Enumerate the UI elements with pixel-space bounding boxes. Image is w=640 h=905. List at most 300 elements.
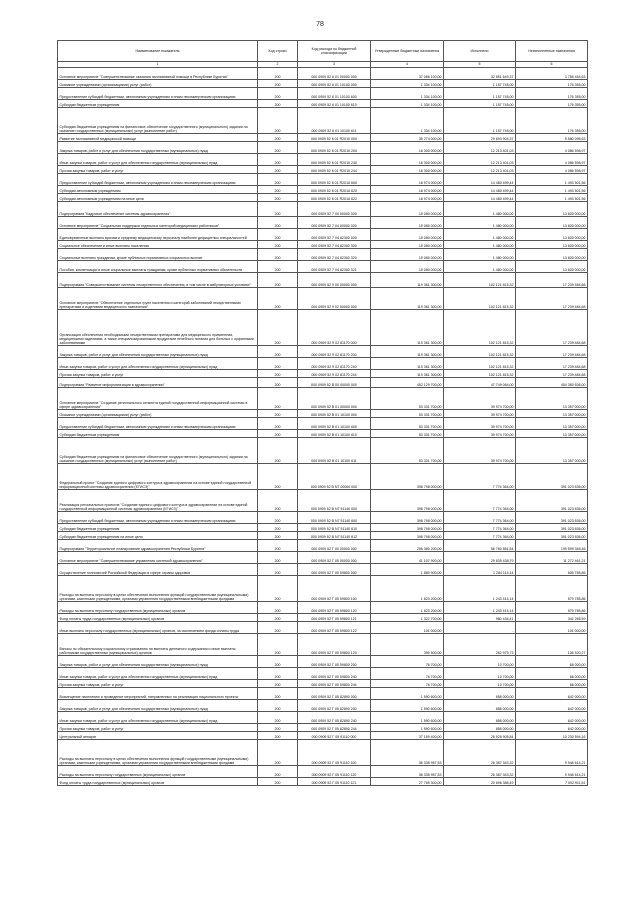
executed-amount: 1 157 745,00 bbox=[444, 80, 516, 88]
remaining-amount: 17 239 484,68 bbox=[516, 358, 588, 370]
budget-classification-code: 000 0909 52 В N7 51140 000 bbox=[298, 490, 371, 512]
budget-classification-code: 000 0909 52 В N7 00000 000 bbox=[298, 464, 371, 490]
executed-amount: 1 480 000,00 bbox=[444, 241, 516, 249]
executed-amount: 39 974 700,00 bbox=[444, 388, 516, 410]
line-code: 200 bbox=[258, 249, 298, 261]
indicator-name: Основное мероприятие "Совершенствование управления системой здравоохранения" bbox=[58, 552, 258, 564]
table-row bbox=[58, 766, 588, 778]
executed-amount: 7 774 364,00 bbox=[444, 490, 516, 512]
indicator-name: Субсидии автономным учреждениям bbox=[58, 186, 258, 194]
executed-amount: 1 243 414,14 bbox=[444, 602, 516, 614]
budget-classification-code: 000 0909 52 7 04 00000 000 bbox=[298, 217, 371, 229]
remaining-amount: 391 023 636,00 bbox=[516, 532, 588, 540]
line-code: 200 bbox=[258, 142, 298, 154]
remaining-amount: 17 239 484,68 bbox=[516, 273, 588, 288]
indicator-name: Предоставление субсидий бюджетным, автономным учреждениям и иным некоммерческим организациям bbox=[58, 512, 258, 524]
line-code: 200 bbox=[258, 154, 298, 166]
executed-amount: 7 774 364,00 bbox=[444, 512, 516, 524]
line-code: 200 bbox=[258, 724, 298, 732]
executed-amount: 29 835 438,79 bbox=[444, 552, 516, 564]
indicator-name: Закупка товаров, работ и услуг для обеспечения государственных (муниципальных) нужд bbox=[58, 656, 258, 668]
executed-amount: 39 974 700,00 bbox=[444, 410, 516, 418]
executed-amount: 47 749 064,00 bbox=[444, 378, 516, 388]
executed-amount: 102 121 815,32 bbox=[444, 346, 516, 358]
approved-amount: 119 361 300,00 bbox=[371, 358, 444, 370]
table-row bbox=[58, 634, 588, 656]
remaining-amount: 391 023 636,00 bbox=[516, 490, 588, 512]
remaining-amount: 13 357 000,00 bbox=[516, 418, 588, 430]
line-code: 200 bbox=[258, 576, 298, 602]
line-code: 200 bbox=[258, 512, 298, 524]
approved-amount: 398 798 000,00 bbox=[371, 512, 444, 524]
indicator-name: Основное мероприятие "Социальная поддержка отдельных категорий медицинских работников" bbox=[58, 217, 258, 229]
table-row bbox=[58, 552, 588, 564]
remaining-amount: 1 493 501,56 bbox=[516, 194, 588, 202]
executed-amount: 26 928 905,84 bbox=[444, 732, 516, 740]
approved-amount: 76 700,00 bbox=[371, 656, 444, 668]
approved-amount: 15 080 000,00 bbox=[371, 261, 444, 273]
indicator-name: Предоставление субсидий бюджетным, автономным учреждениям и иным некоммерческим организациям bbox=[58, 418, 258, 430]
executed-amount: 102 121 815,32 bbox=[444, 273, 516, 288]
budget-classification-code: 000 0909 52 В N7 51140 612 bbox=[298, 532, 371, 540]
line-code: 200 bbox=[258, 490, 298, 512]
remaining-amount: 17 239 484,68 bbox=[516, 346, 588, 358]
line-code: 200 bbox=[258, 358, 298, 370]
table-row bbox=[58, 410, 588, 418]
executed-amount: 1 480 000,00 bbox=[444, 249, 516, 261]
approved-amount: 18 974 000,00 bbox=[371, 194, 444, 202]
table-row bbox=[58, 174, 588, 186]
executed-amount: 10 700,00 bbox=[444, 656, 516, 668]
line-code: 200 bbox=[258, 80, 298, 88]
approved-amount: 15 080 000,00 bbox=[371, 249, 444, 261]
budget-classification-code: 000 0909 52 Г 05 00000 000 bbox=[298, 552, 371, 564]
budget-classification-code: 000 0909 52 9 02 00000 000 bbox=[298, 288, 371, 310]
budget-classification-code: 000 0909 52 В 01 10100 000 bbox=[298, 410, 371, 418]
indicator-name: Подпрограмма "Развитие информатизации в здравоохранении" bbox=[58, 378, 258, 388]
table-row bbox=[58, 622, 588, 634]
budget-classification-code: 000 0909 52 Г 05 59800 244 bbox=[298, 680, 371, 688]
table-row bbox=[58, 732, 588, 740]
executed-amount: 7 774 364,00 bbox=[444, 532, 516, 540]
table-row bbox=[58, 540, 588, 552]
approved-amount: 76 700,00 bbox=[371, 680, 444, 688]
indicator-name: Иные закупки товаров, работ и услуг для обеспечения государственных (муниципальных) нужд bbox=[58, 358, 258, 370]
indicator-name: Расходы на выплаты персоналу государственных (муниципальных) органов bbox=[58, 766, 258, 778]
indicator-name: Подпрограмма "Кадровое обеспечение системы здравоохранения" bbox=[58, 202, 258, 217]
indicator-name: Осуществление полномочий Российской Федерации в сфере охраны здоровья bbox=[58, 564, 258, 576]
indicator-name: Субсидии бюджетным учреждениям на финансовое обеспечение государственного (муниципального) задания на оказание государственных (муниципальных) услуг (выполнение работ) bbox=[58, 438, 258, 464]
approved-amount: 18 974 000,00 bbox=[371, 174, 444, 186]
remaining-amount: 342 265,59 bbox=[516, 614, 588, 622]
executed-amount: 39 974 700,00 bbox=[444, 418, 516, 430]
executed-amount: 29 693 904,37 bbox=[444, 134, 516, 142]
column-number: 4 bbox=[371, 62, 444, 68]
budget-classification-code: 000 0909 52 Г 05 91110 121 bbox=[298, 778, 371, 786]
approved-amount: 53 331 700,00 bbox=[371, 430, 444, 438]
approved-amount: 15 080 000,00 bbox=[371, 217, 444, 229]
remaining-amount: 1 493 501,56 bbox=[516, 186, 588, 194]
approved-amount: 37 086 100,00 bbox=[371, 68, 444, 80]
budget-classification-code: 000 0909 52 6 01 R2010 200 bbox=[298, 142, 371, 154]
remaining-amount: 66 000,00 bbox=[516, 656, 588, 668]
table-row bbox=[58, 740, 588, 766]
indicator-name: Предоставление субсидий бюджетным, автономным учреждениям и иным некоммерческим организациям bbox=[58, 174, 258, 186]
executed-amount: 1 480 000,00 bbox=[444, 217, 516, 229]
remaining-amount: 4 086 598,97 bbox=[516, 142, 588, 154]
budget-classification-code: 000 0909 52 В 00 00000 000 bbox=[298, 378, 371, 388]
executed-amount: 26 387 343,32 bbox=[444, 740, 516, 766]
approved-amount: 452 129 700,00 bbox=[371, 378, 444, 388]
executed-amount: 14 480 499,44 bbox=[444, 174, 516, 186]
budget-classification-code: 000 0909 52 Г 05 59800 120 bbox=[298, 602, 371, 614]
table-row bbox=[58, 532, 588, 540]
remaining-amount: 7 092 911,51 bbox=[516, 778, 588, 786]
executed-amount: 14 480 499,44 bbox=[444, 186, 516, 194]
table-row bbox=[58, 576, 588, 602]
budget-classification-code: 000 0909 52 9 02 81170 244 bbox=[298, 370, 371, 378]
table-row bbox=[58, 166, 588, 174]
remaining-amount: 17 239 484,68 bbox=[516, 288, 588, 310]
line-code: 200 bbox=[258, 656, 298, 668]
approved-amount: 35 274 000,00 bbox=[371, 134, 444, 142]
budget-classification-code: 000 0909 52 7 04 82300 321 bbox=[298, 261, 371, 273]
approved-amount: 36 335 957,53 bbox=[371, 766, 444, 778]
indicator-name: Федеральный проект "Создание единого цифрового контура в здравоохранении на основе единой государственной информационной системы здравоохранения (ЕГИСЗ)" bbox=[58, 464, 258, 490]
indicator-name: Расходы на выплаты персоналу в целях обеспечения выполнения функций государственными (муниципальными) органами, казенными учреждениями, органами управления государственными внебюджетными фондами bbox=[58, 576, 258, 602]
approved-amount: 1 334 100,00 bbox=[371, 80, 444, 88]
executed-amount: 7 774 364,00 bbox=[444, 524, 516, 532]
table-row bbox=[58, 464, 588, 490]
column-number: 1 bbox=[58, 62, 258, 68]
executed-amount: 858 000,00 bbox=[444, 712, 516, 724]
executed-amount: - bbox=[444, 622, 516, 634]
executed-amount: 1 157 745,00 bbox=[444, 88, 516, 100]
remaining-amount: 11 272 461,21 bbox=[516, 552, 588, 564]
executed-amount: 858 000,00 bbox=[444, 724, 516, 732]
table-row bbox=[58, 273, 588, 288]
budget-classification-code: 000 0909 52 6 01 R2010 240 bbox=[298, 154, 371, 166]
remaining-amount: 3 758 454,63 bbox=[516, 68, 588, 80]
table-row bbox=[58, 778, 588, 786]
remaining-amount: 13 600 000,00 bbox=[516, 241, 588, 249]
approved-amount: 18 974 000,00 bbox=[371, 186, 444, 194]
executed-amount: 1 157 745,00 bbox=[444, 100, 516, 108]
table-row bbox=[58, 229, 588, 241]
line-code: 200 bbox=[258, 732, 298, 740]
column-number: 5 bbox=[444, 62, 516, 68]
budget-classification-code: 000 0909 52 6 01 00000 000 bbox=[298, 68, 371, 80]
indicator-name: Закупка товаров, работ и услуг для обеспечения государственных (муниципальных) нужд bbox=[58, 142, 258, 154]
remaining-amount: 17 239 484,68 bbox=[516, 310, 588, 346]
executed-amount: 262 979,73 bbox=[444, 634, 516, 656]
approved-amount: 119 361 300,00 bbox=[371, 310, 444, 346]
budget-classification-code: 000 0909 52 Г 05 82890 200 bbox=[298, 700, 371, 712]
indicator-name: Социальное обеспечение и иные выплаты населению bbox=[58, 241, 258, 249]
approved-amount: 53 331 700,00 bbox=[371, 418, 444, 430]
budget-classification-code: 000 0909 52 6 01 10100 000 bbox=[298, 80, 371, 88]
budget-classification-code: 000 0909 52 6 01 10100 600 bbox=[298, 88, 371, 100]
approved-amount: 1 334 100,00 bbox=[371, 108, 444, 134]
executed-amount: 980 434,41 bbox=[444, 614, 516, 622]
line-code: 200 bbox=[258, 134, 298, 142]
indicator-name: Субсидии бюджетным учреждениям на иные цели bbox=[58, 532, 258, 540]
line-code: 200 bbox=[258, 680, 298, 688]
remaining-amount: 9 948 614,21 bbox=[516, 740, 588, 766]
indicator-name: Субсидии бюджетным учреждениям на финансовое обеспечение государственного (муниципального) задания на оказание государственных (муниципальных) услуг (выполнение работ) bbox=[58, 108, 258, 134]
approved-amount: 1 590 600,00 bbox=[371, 688, 444, 700]
indicator-name: Организация обеспечения необходимыми лекарственными препаратами для медицинского применения, медицинскими изделиями, а также специализированными продуктами лечебного питания для больных с орфанными заболеваниями bbox=[58, 310, 258, 346]
table-row bbox=[58, 512, 588, 524]
executed-amount: 12 213 401,03 bbox=[444, 154, 516, 166]
table-row bbox=[58, 700, 588, 712]
remaining-amount: 101 000,00 bbox=[516, 622, 588, 634]
budget-classification-code: 000 0909 52 В 01 10100 610 bbox=[298, 430, 371, 438]
budget-classification-code: 000 0909 52 В N7 51140 610 bbox=[298, 524, 371, 532]
indicator-name: Социальные выплаты гражданам, кроме публичных нормативных социальных выплат bbox=[58, 249, 258, 261]
executed-amount: 10 700,00 bbox=[444, 668, 516, 680]
indicator-name: Фонд оплаты труда государственных (муниципальных) органов bbox=[58, 614, 258, 622]
line-code: 200 bbox=[258, 410, 298, 418]
executed-amount: 102 121 815,32 bbox=[444, 370, 516, 378]
line-code: 200 bbox=[258, 540, 298, 552]
indicator-name: Расходы на выплаты персоналу государственных (муниципальных) органов bbox=[58, 602, 258, 614]
line-code: 200 bbox=[258, 524, 298, 532]
approved-amount: 119 361 300,00 bbox=[371, 273, 444, 288]
remaining-amount: 13 357 000,00 bbox=[516, 388, 588, 410]
budget-classification-code: 000 0909 52 7 04 82300 000 bbox=[298, 229, 371, 241]
remaining-amount: 4 086 598,97 bbox=[516, 166, 588, 174]
line-code: 200 bbox=[258, 241, 298, 249]
table-row bbox=[58, 217, 588, 229]
line-code: 200 bbox=[258, 464, 298, 490]
executed-amount: 858 000,00 bbox=[444, 700, 516, 712]
remaining-amount: 642 000,00 bbox=[516, 700, 588, 712]
approved-amount: 53 331 700,00 bbox=[371, 438, 444, 464]
budget-classification-code: 000 0909 52 6 01 10100 610 bbox=[298, 100, 371, 108]
budget-classification-code: 000 0909 52 Г 05 59800 000 bbox=[298, 564, 371, 576]
table-row bbox=[58, 288, 588, 310]
remaining-amount: 642 000,00 bbox=[516, 712, 588, 724]
table-row bbox=[58, 602, 588, 614]
table-row bbox=[58, 524, 588, 532]
line-code: 200 bbox=[258, 108, 298, 134]
indicator-name: Основное мероприятие "Обеспечение отдельных групп населения и категорий заболеваний лекарственными препаратами и изделиями медицинского назначения" bbox=[58, 288, 258, 310]
line-code: 200 bbox=[258, 166, 298, 174]
indicator-name: Центральный аппарат bbox=[58, 732, 258, 740]
budget-classification-code: 000 0909 52 Г 05 59800 100 bbox=[298, 576, 371, 602]
indicator-name: Предоставление субсидий бюджетным, автономным учреждениям и иным некоммерческим организациям bbox=[58, 88, 258, 100]
indicator-name: Прочая закупка товаров, работ и услуг bbox=[58, 166, 258, 174]
table-row bbox=[58, 656, 588, 668]
approved-amount: 76 700,00 bbox=[371, 668, 444, 680]
indicator-name: Фонд оплаты труда государственных (муниципальных) органов bbox=[58, 778, 258, 786]
approved-amount: 1 590 600,00 bbox=[371, 712, 444, 724]
table-row bbox=[58, 100, 588, 108]
table-row bbox=[58, 142, 588, 154]
budget-classification-code: 000 0909 52 6 01 R2010 000 bbox=[298, 134, 371, 142]
executed-amount: 12 213 401,03 bbox=[444, 142, 516, 154]
executed-amount: 32 851 649,37 bbox=[444, 68, 516, 80]
budget-classification-code: 000 0909 52 6 01 R2010 620 bbox=[298, 186, 371, 194]
approved-amount: 27 789 300,00 bbox=[371, 778, 444, 786]
indicator-name: Основное мероприятие "Совершенствование оказания паллиативной помощи в Республике Бурятия" bbox=[58, 68, 258, 80]
indicator-name: Взносы по обязательному социальному страхованию на выплаты денежного содержания и иные выплаты работникам государственных (муниципальных) органов bbox=[58, 634, 258, 656]
line-code: 200 bbox=[258, 68, 298, 80]
remaining-amount: 642 000,00 bbox=[516, 724, 588, 732]
table-header-row bbox=[58, 41, 588, 62]
remaining-amount: 13 600 000,00 bbox=[516, 202, 588, 217]
line-code: 200 bbox=[258, 614, 298, 622]
executed-amount: 39 974 700,00 bbox=[444, 430, 516, 438]
remaining-amount: 176 355,00 bbox=[516, 88, 588, 100]
budget-classification-code: 000 0909 52 В 01 00000 000 bbox=[298, 388, 371, 410]
column-number: 6 bbox=[516, 62, 588, 68]
indicator-name: Иные выплаты персоналу государственных (муниципальных) органов, за исключением фонда оплаты труда bbox=[58, 622, 258, 634]
indicator-name: Подпрограмма "Совершенствование системы лекарственного обеспечения, в том числе в амбулаторных условиях" bbox=[58, 273, 258, 288]
budget-classification-code: 000 0909 52 9 02 81170 200 bbox=[298, 346, 371, 358]
indicator-name: Пособия, компенсации и иные социальные выплаты гражданам, кроме публичных нормативных обязательств bbox=[58, 261, 258, 273]
line-code: 200 bbox=[258, 622, 298, 634]
remaining-amount: 13 357 000,00 bbox=[516, 438, 588, 464]
budget-classification-code: 000 0909 52 Г 05 91110 100 bbox=[298, 740, 371, 766]
indicator-name: Оказание учреждениями (организациями) услуг (работ) bbox=[58, 80, 258, 88]
budget-classification-code: 000 0909 52 Г 05 59800 240 bbox=[298, 668, 371, 680]
line-code: 200 bbox=[258, 438, 298, 464]
budget-classification-code: 000 0909 52 В 01 10100 611 bbox=[298, 438, 371, 464]
remaining-amount: 391 023 636,00 bbox=[516, 524, 588, 532]
executed-amount: 7 774 364,00 bbox=[444, 464, 516, 490]
remaining-amount: 13 600 000,00 bbox=[516, 229, 588, 241]
table-row bbox=[58, 346, 588, 358]
header-remaining: Неисполненные назначения bbox=[516, 41, 588, 62]
approved-amount: 1 334 100,00 bbox=[371, 88, 444, 100]
remaining-amount: 391 023 636,00 bbox=[516, 512, 588, 524]
remaining-amount: 176 355,00 bbox=[516, 108, 588, 134]
table-row bbox=[58, 154, 588, 166]
indicator-name: Субсидии бюджетным учреждениям bbox=[58, 430, 258, 438]
approved-amount: 53 331 700,00 bbox=[371, 388, 444, 410]
remaining-amount: 176 355,00 bbox=[516, 80, 588, 88]
remaining-amount: 10 230 594,16 bbox=[516, 732, 588, 740]
indicator-name: Закупка товаров, работ и услуг для обеспечения государственных (муниципальных) нужд bbox=[58, 700, 258, 712]
remaining-amount: 579 785,86 bbox=[516, 602, 588, 614]
table-row bbox=[58, 134, 588, 142]
table-row bbox=[58, 724, 588, 732]
table-row bbox=[58, 370, 588, 378]
approved-amount: 1 590 600,00 bbox=[371, 724, 444, 732]
line-code: 200 bbox=[258, 261, 298, 273]
executed-amount: 14 480 499,44 bbox=[444, 194, 516, 202]
indicator-name: Реализация региональных проектов "Создание единого цифрового контура в здравоохранении на основе единой государственной информационной системы здравоохранения (ЕГИСЗ)" bbox=[58, 490, 258, 512]
indicator-name: Расходы на выплаты персоналу в целях обеспечения выполнения функций государственными (муниципальными) органами, казенными учреждениями, органами управления государственными внебюджетными фондами bbox=[58, 740, 258, 766]
table-row bbox=[58, 438, 588, 464]
indicator-name: Закупка товаров, работ и услуг для обеспечения государственных (муниципальных) нужд bbox=[58, 346, 258, 358]
indicator-name: Прочая закупка товаров, работ и услуг bbox=[58, 370, 258, 378]
line-code: 200 bbox=[258, 700, 298, 712]
budget-classification-code: 000 0909 52 Г 05 91110 120 bbox=[298, 766, 371, 778]
table-row bbox=[58, 688, 588, 700]
budget-classification-code: 000 0909 52 Г 05 59800 200 bbox=[298, 656, 371, 668]
line-code: 200 bbox=[258, 688, 298, 700]
table-row bbox=[58, 88, 588, 100]
budget-classification-code: 000 0909 52 6 01 R2010 622 bbox=[298, 194, 371, 202]
remaining-amount: 66 000,00 bbox=[516, 668, 588, 680]
approved-amount: 15 080 000,00 bbox=[371, 241, 444, 249]
executed-amount: 20 696 388,49 bbox=[444, 778, 516, 786]
line-code: 200 bbox=[258, 378, 298, 388]
indicator-name: Единовременные выплаты врачам и среднему медицинскому персоналу наиболее дефицитных специальностей bbox=[58, 229, 258, 241]
budget-classification-code: 000 0909 52 Г 00 00000 000 bbox=[298, 540, 371, 552]
indicator-name: Прочая закупка товаров, работ и услуг bbox=[58, 724, 258, 732]
table-row bbox=[58, 249, 588, 261]
executed-amount: 1 480 000,00 bbox=[444, 229, 516, 241]
line-code: 200 bbox=[258, 602, 298, 614]
budget-classification-code: 000 0909 52 7 04 82300 300 bbox=[298, 241, 371, 249]
remaining-amount: 13 600 000,00 bbox=[516, 261, 588, 273]
line-code: 200 bbox=[258, 202, 298, 217]
remaining-amount: 9 948 614,21 bbox=[516, 766, 588, 778]
approved-amount: 1 334 100,00 bbox=[371, 100, 444, 108]
line-code: 200 bbox=[258, 740, 298, 766]
table-row bbox=[58, 712, 588, 724]
line-code: 200 bbox=[258, 430, 298, 438]
table-row bbox=[58, 310, 588, 346]
column-number: 2 bbox=[258, 62, 298, 68]
remaining-amount: 605 785,86 bbox=[516, 564, 588, 576]
executed-amount: 39 974 700,00 bbox=[444, 438, 516, 464]
remaining-amount: 404 380 636,00 bbox=[516, 378, 588, 388]
line-code: 200 bbox=[258, 388, 298, 410]
line-code: 200 bbox=[258, 273, 298, 288]
table-row bbox=[58, 680, 588, 688]
indicator-name: Субсидии бюджетным учреждениям bbox=[58, 100, 258, 108]
table-row bbox=[58, 564, 588, 576]
remaining-amount: 136 520,27 bbox=[516, 634, 588, 656]
executed-amount: 26 387 343,32 bbox=[444, 766, 516, 778]
remaining-amount: 17 239 484,68 bbox=[516, 370, 588, 378]
executed-amount: 1 284 114,14 bbox=[444, 564, 516, 576]
header-approved: Утвержденные бюджетные назначения bbox=[371, 41, 444, 62]
budget-classification-code: 000 0909 52 6 01 R2010 600 bbox=[298, 174, 371, 186]
approved-amount: 398 798 000,00 bbox=[371, 524, 444, 532]
remaining-amount: 5 580 095,63 bbox=[516, 134, 588, 142]
header-line-code: Код строки bbox=[258, 41, 298, 62]
executed-amount: 12 213 401,03 bbox=[444, 166, 516, 174]
approved-amount: 16 300 000,00 bbox=[371, 154, 444, 166]
table-row bbox=[58, 490, 588, 512]
executed-amount: 858 000,00 bbox=[444, 688, 516, 700]
budget-classification-code: 000 0909 52 7 04 82300 320 bbox=[298, 249, 371, 261]
indicator-name: Иные закупки товаров, работ и услуг для обеспечения государственных (муниципальных) нужд bbox=[58, 154, 258, 166]
line-code: 200 bbox=[258, 766, 298, 778]
budget-classification-code: 000 0909 52 Г 05 59800 122 bbox=[298, 622, 371, 634]
remaining-amount: 13 600 000,00 bbox=[516, 249, 588, 261]
executed-amount: 1 480 000,00 bbox=[444, 202, 516, 217]
budget-execution-table bbox=[57, 40, 588, 786]
page-number: 78 bbox=[316, 21, 324, 28]
table-row bbox=[58, 202, 588, 217]
indicator-name: Оказание учреждениями (организациями) услуг (работ) bbox=[58, 410, 258, 418]
executed-amount: 10 700,00 bbox=[444, 680, 516, 688]
approved-amount: 1 889 900,00 bbox=[371, 564, 444, 576]
budget-classification-code: 000 0909 52 7 00 00000 000 bbox=[298, 202, 371, 217]
line-code: 200 bbox=[258, 370, 298, 378]
remaining-amount: 13 357 000,00 bbox=[516, 410, 588, 418]
line-code: 200 bbox=[258, 229, 298, 241]
indicator-name: Подпрограмма "Территориальное планирование здравоохранения Республики Бурятия" bbox=[58, 540, 258, 552]
indicator-name: Основное мероприятие "Создание регионального сегмента единой государственной информационной системы в сфере здравоохранения" bbox=[58, 388, 258, 410]
